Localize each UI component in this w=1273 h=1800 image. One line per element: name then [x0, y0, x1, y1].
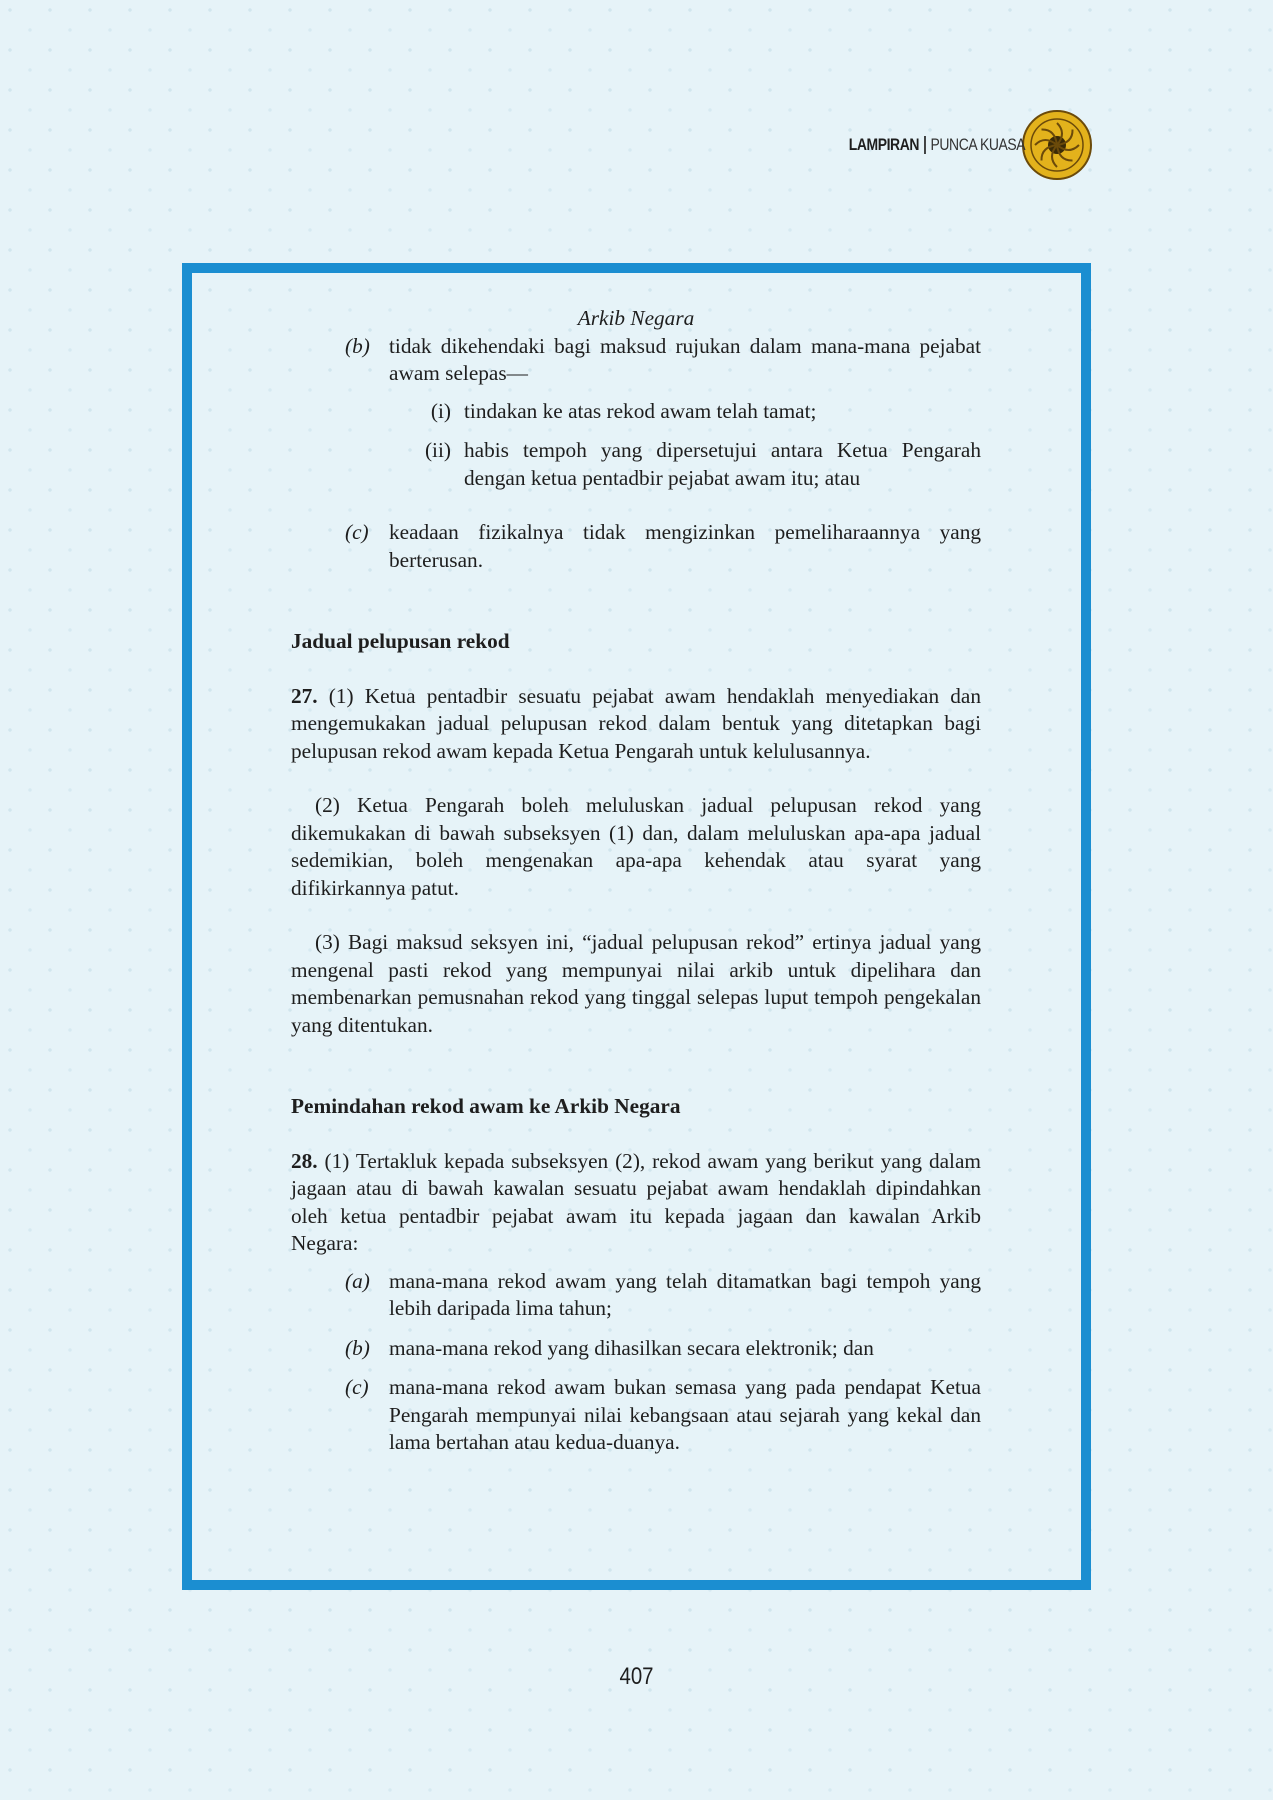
running-title: Arkib Negara [577, 306, 695, 330]
item-ii [291, 437, 981, 492]
header-subsection: PUNCA KUASA [930, 135, 1025, 154]
item-ii-text: habis tempoh yang dipersetujui antara Ketua Pengarah dengan ketua pentadbir pejabat awam itu; atau [464, 438, 981, 490]
item-c-text: keadaan fizikalnya tidak mengizinkan pemeliharaannya yang berterusan. [389, 520, 981, 572]
section-28-item-a-label: (a) [345, 1268, 370, 1293]
section-27-number: 27. [291, 683, 318, 708]
header-separator [924, 136, 926, 154]
item-c-label: (c) [345, 520, 369, 544]
item-c [291, 519, 981, 574]
item-i-label: (i) [430, 398, 451, 423]
section-28-para-1 [291, 1148, 981, 1258]
section-27-heading: Jadual pelupusan rekod [291, 629, 510, 653]
page-number: 407 [619, 1663, 654, 1690]
section-28-item-c-text: mana-mana rekod awam bukan semasa yang pada pendapat Ketua Pengarah mempunyai nilai kebangsaan atau sejarah yang kekal dan lama bertahan atau kedua-duanya. [389, 1375, 981, 1454]
emblem-logo-icon [1021, 109, 1093, 181]
section-28-number: 28. [291, 1148, 318, 1173]
item-b-label: (b) [345, 333, 370, 358]
section-28-item-a [291, 1268, 981, 1323]
header-section: LAMPIRAN [848, 135, 919, 154]
section-28-item-b-text: mana-mana rekod yang dihasilkan secara elektronik; dan [389, 1335, 874, 1360]
section-28-para-1-text: (1) Tertakluk kepada subseksyen (2), rekod awam yang berikut yang dalam jagaan atau di bawah kawalan sesuatu pejabat awam hendaklah dipindahkan oleh ketua pentadbir pejabat awam itu kepada jagaan dan kawalan Arkib Negara: [291, 1148, 981, 1255]
item-i [291, 398, 981, 426]
section-27-para-1 [291, 683, 981, 766]
section-28-item-b [291, 1335, 981, 1363]
item-b-text: tidak dikehendaki bagi maksud rujukan dalam mana-mana pejabat awam selepas— [389, 333, 981, 385]
section-28-item-c [291, 1374, 981, 1457]
section-28-item-b-label: (b) [345, 1335, 370, 1360]
section-28-item-a-text: mana-mana rekod awam yang telah ditamatkan bagi tempoh yang lebih daripada lima tahun; [389, 1268, 981, 1320]
section-27-para-3: (3) Bagi maksud seksyen ini, “jadual pelupusan rekod” ertinya jadual yang mengenal pasti rekod yang mempunyai nilai arkib untuk dipelihara dan membenarkan pemusnahan rekod yang tinggal selepas luput tempoh pengekalan yang ditentukan. [291, 930, 981, 1037]
section-27-para-2: (2) Ketua Pengarah boleh meluluskan jadual pelupusan rekod yang dikemukakan di bawah subseksyen (1) dan, dalam meluluskan apa-apa jadual sedemikian, boleh mengenakan apa-apa kehendak atau syarat yang difikirkannya patut. [291, 793, 981, 900]
document-body [291, 305, 981, 1457]
item-b [291, 333, 981, 388]
header-text [849, 135, 1025, 155]
section-28-item-c-label: (c) [345, 1375, 369, 1399]
item-ii-label: (ii) [424, 438, 451, 462]
section-27-para-1-text: (1) Ketua pentadbir sesuatu pejabat awam hendaklah menyediakan dan mengemukakan jadual pelupusan rekod dalam bentuk yang ditetapkan bagi pelupusan rekod awam kepada Ketua Pengarah untuk kelulusannya. [291, 683, 982, 763]
page-header [810, 110, 1093, 180]
item-i-text: tindakan ke atas rekod awam telah tamat; [464, 398, 817, 423]
section-28-heading: Pemindahan rekod awam ke Arkib Negara [291, 1094, 681, 1118]
